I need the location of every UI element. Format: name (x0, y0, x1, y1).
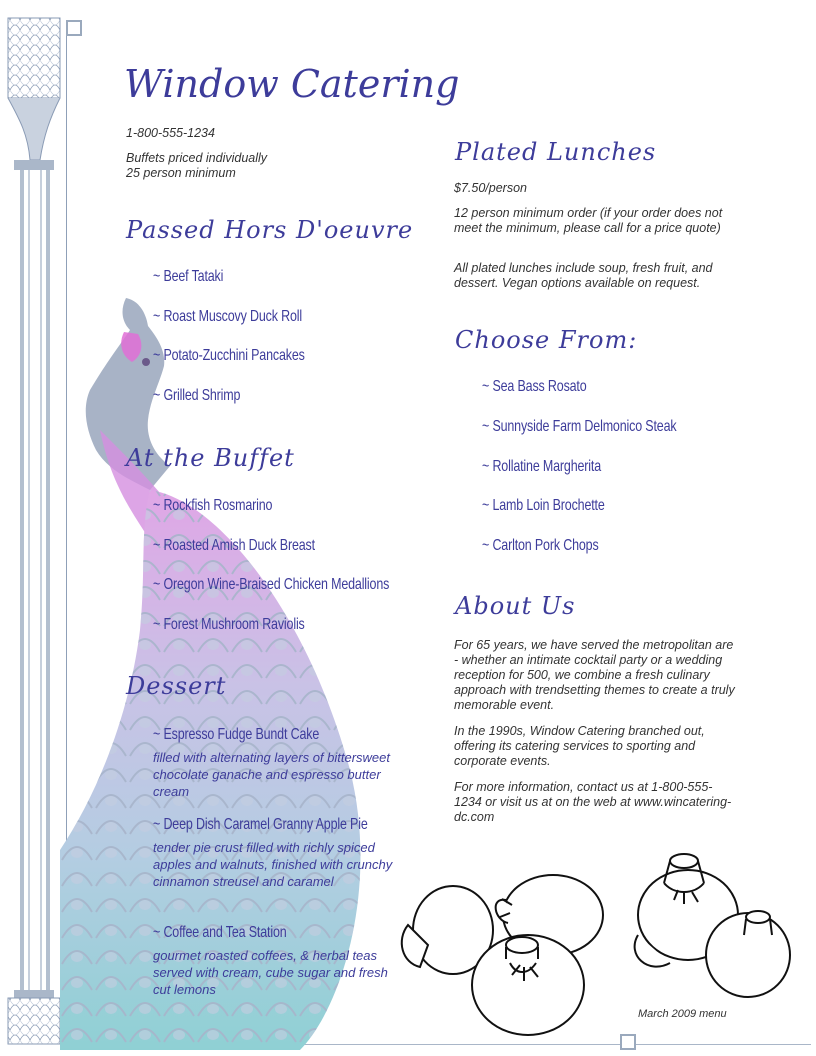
choose-item-2: ~ Sunnyside Farm Delmonico Steak (482, 418, 677, 435)
passed-item-4: ~ Grilled Shrimp (153, 387, 241, 404)
heading-dessert: Dessert (126, 672, 227, 700)
choose-item-1: ~ Sea Bass Rosato (482, 378, 587, 395)
choose-item-4: ~ Lamb Loin Brochette (482, 497, 605, 514)
buffet-item-1: ~ Rockfish Rosmarino (153, 497, 273, 514)
dessert-item-1-name: ~ Espresso Fudge Bundt Cake (153, 726, 320, 743)
about-paragraph-3: For more information, contact us at 1-800-555-1234 or visit us at on the web at www.wincatering-dc.com (454, 780, 732, 824)
phone-number: 1-800-555-1234 (126, 126, 215, 140)
buffet-item-2: ~ Roasted Amish Duck Breast (153, 537, 315, 554)
dessert-item-1-desc: filled with alternating layers of bittersweet chocolate ganache and espresso butter cream (153, 750, 391, 799)
choose-item-3: ~ Rollatine Margherita (482, 458, 602, 475)
buffet-item-3: ~ Oregon Wine-Braised Chicken Medallions (153, 576, 390, 593)
menu-date: March 2009 menu (638, 1008, 727, 1020)
plated-price: $7.50/person (454, 181, 527, 195)
heading-plated: Plated Lunches (455, 138, 657, 166)
dessert-item-3-name: ~ Coffee and Tea Station (153, 924, 287, 941)
about-paragraph-1: For 65 years, we have served the metropolitan are - whether an intimate cocktail party or a wedding reception for 500, we combine a fresh culinary approach with trendsetting themes to create a truly memorable event. (454, 638, 735, 712)
passed-item-3: ~ Potato-Zucchini Pancakes (153, 347, 305, 364)
dessert-item-3-desc: gourmet roasted coffees, & herbal teas served with cream, cube sugar and fresh cut lemons (153, 948, 388, 997)
heading-passed: Passed Hors D'oeuvre (126, 216, 414, 244)
dessert-item-2-desc: tender pie crust filled with richly spiced apples and walnuts, finished with crunchy cinnamon streusel and caramel (153, 840, 393, 889)
passed-item-2: ~ Roast Muscovy Duck Roll (153, 308, 303, 325)
pricing-note-2: 25 person minimum (126, 166, 236, 180)
plated-includes: All plated lunches include soup, fresh fruit, and dessert. Vegan options available on request. (454, 261, 713, 290)
choose-item-5: ~ Carlton Pork Chops (482, 537, 599, 554)
plated-minimum: 12 person minimum order (if your order does not meet the minimum, please call for a price quote) (454, 206, 723, 235)
pricing-note-1: Buffets priced individually (126, 151, 268, 165)
heading-about: About Us (455, 592, 576, 620)
heading-buffet: At the Buffet (126, 444, 295, 472)
about-paragraph-2: In the 1990s, Window Catering branched out, offering its catering services to sporting and corporate events. (454, 724, 705, 768)
dessert-item-2-name: ~ Deep Dish Caramel Granny Apple Pie (153, 816, 368, 833)
mushroom-illustration (398, 845, 793, 1045)
buffet-item-4: ~ Forest Mushroom Raviolis (153, 616, 305, 633)
passed-item-1: ~ Beef Tataki (153, 268, 224, 285)
frame-corner-top (66, 20, 82, 36)
heading-choose: Choose From: (455, 326, 638, 354)
company-title: Window Catering (124, 62, 460, 106)
